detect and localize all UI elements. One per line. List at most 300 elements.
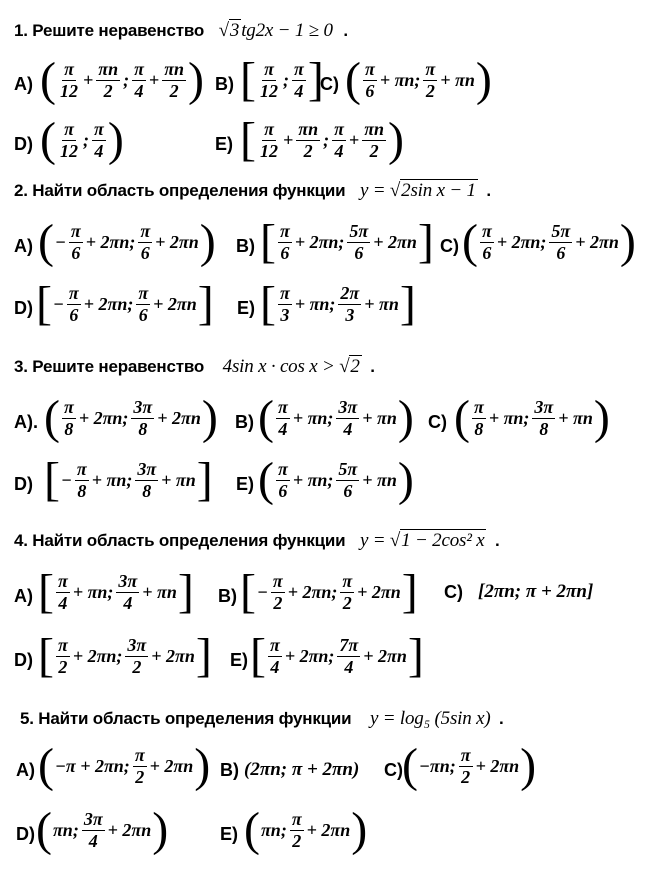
q2-answer-d[interactable]: [36, 277, 214, 330]
question-4-heading: [14, 530, 500, 552]
numerator: π: [64, 118, 74, 139]
denominator: 6: [556, 242, 566, 263]
numerator: π: [70, 220, 81, 241]
close-bracket: ): [397, 453, 414, 506]
numerator: 5π: [551, 220, 571, 241]
period: .: [370, 357, 375, 376]
answer-text: [2πn; π + 2πn]: [478, 581, 594, 602]
question-1-heading: [14, 20, 348, 42]
denominator: 2: [169, 80, 179, 101]
q5-answer-b[interactable]: [244, 759, 359, 781]
answer-expression: [256, 60, 308, 101]
denominator: 3: [280, 304, 290, 325]
close-bracket: ]: [196, 453, 213, 506]
expression-text: −πn;: [418, 755, 456, 776]
denominator: 6: [343, 480, 353, 501]
denominator: 4: [58, 592, 68, 613]
fraction: [336, 398, 359, 439]
close-bracket: ): [593, 391, 610, 444]
q3-answer-d[interactable]: [44, 453, 213, 506]
question-1-formula: [219, 20, 338, 41]
expression-text: −: [256, 581, 268, 602]
numerator: π: [279, 220, 290, 241]
open-bracket: (: [258, 391, 274, 444]
expression-text: −: [52, 293, 64, 314]
expression-text: + πn: [161, 469, 196, 490]
denominator: 8: [142, 480, 152, 501]
close-bracket: ): [619, 215, 636, 268]
numerator: π: [481, 220, 492, 241]
expression-text: πn;: [260, 819, 287, 840]
numerator: π: [76, 458, 87, 479]
numerator: π: [277, 458, 288, 479]
expression-text: + πn: [364, 293, 399, 314]
answer-expression: [274, 460, 398, 501]
expression-text: −: [54, 231, 66, 252]
answer-expression: [52, 810, 152, 851]
answer-expression: [256, 572, 402, 613]
fraction: [162, 60, 186, 101]
expression-text: + πn;: [488, 407, 530, 428]
expression-text: + 2πn: [107, 819, 152, 840]
expression-text: + 2πn: [475, 755, 520, 776]
radicand: 1 − 2cos² x: [401, 530, 485, 551]
denominator: 2: [342, 592, 352, 613]
expression-text: −π + 2πn;: [54, 755, 130, 776]
answer-expression: [266, 636, 408, 677]
q3-label-e: E): [236, 474, 254, 494]
fraction: [472, 398, 486, 439]
open-bracket: (: [244, 803, 260, 856]
expression-text: πn;: [52, 819, 79, 840]
open-bracket: (: [40, 53, 56, 106]
close-bracket: ]: [407, 629, 424, 682]
numerator: π: [293, 58, 304, 79]
numerator: πn: [98, 58, 119, 79]
expression-text: + πn: [142, 581, 177, 602]
answer-expression: [54, 222, 200, 263]
fraction: [56, 572, 70, 613]
close-bracket: ): [201, 391, 218, 444]
expression-text: + πn: [440, 69, 475, 90]
q1-answer-c[interactable]: [345, 53, 492, 106]
denominator: 4: [94, 140, 104, 161]
expression-text: + 2πn: [575, 231, 619, 252]
fraction: [292, 60, 306, 101]
expression-text: ;: [82, 129, 89, 150]
expression-text: + 2πn;: [496, 231, 547, 252]
answer-expression: [256, 120, 388, 161]
q4-answer-e[interactable]: [250, 629, 424, 682]
denominator: 2: [58, 656, 68, 677]
formula-tail: tg2x − 1 ≥ 0: [241, 20, 333, 41]
denominator: 8: [539, 418, 549, 439]
denominator: 2: [369, 140, 379, 161]
open-bracket: [: [260, 215, 276, 268]
numerator: π: [138, 282, 149, 303]
expression-text: + πn;: [379, 69, 421, 90]
close-bracket: ): [351, 803, 368, 856]
expression-text: + 2πn;: [85, 231, 136, 252]
fraction: [363, 60, 377, 101]
q3-label-b: B): [235, 412, 254, 432]
open-bracket: (: [454, 391, 470, 444]
numerator: 5π: [338, 458, 358, 479]
denominator: 2: [103, 80, 113, 101]
answer-expression: [54, 636, 196, 677]
close-bracket: ): [194, 739, 211, 792]
q2-answer-a[interactable]: [38, 215, 216, 268]
answer-expression: [274, 398, 398, 439]
fraction: [62, 398, 76, 439]
period: .: [498, 709, 504, 728]
numerator: π: [140, 220, 151, 241]
fraction: [423, 60, 437, 101]
numerator: π: [93, 118, 104, 139]
denominator: 6: [138, 304, 148, 325]
answer-expression: [276, 284, 400, 325]
numerator: π: [364, 58, 375, 79]
numerator: 5π: [349, 220, 369, 241]
radical-sign: √: [339, 356, 350, 377]
q5-answer-d[interactable]: [36, 803, 169, 856]
close-bracket: ): [152, 803, 169, 856]
fraction: [296, 120, 320, 161]
expression-text: ;: [282, 69, 289, 90]
expression-text: + πn;: [294, 293, 336, 314]
open-bracket: (: [36, 803, 52, 856]
close-bracket: ]: [417, 215, 434, 268]
denominator: 3: [345, 304, 355, 325]
fraction: [69, 222, 83, 263]
question-3-heading: [14, 356, 375, 378]
q3-answer-a[interactable]: [44, 391, 218, 444]
q1-answer-a[interactable]: [40, 53, 205, 106]
denominator: 6: [71, 242, 81, 263]
fraction: [278, 284, 292, 325]
q1-answer-e[interactable]: [240, 113, 405, 166]
q5-label-d: D): [16, 824, 35, 844]
answer-text: (2πn; π + 2πn): [244, 759, 360, 780]
fraction: [135, 460, 158, 501]
open-bracket: (: [38, 215, 54, 268]
open-bracket: [: [250, 629, 266, 682]
question-4-text: 4. Найти область определения функции: [14, 531, 346, 550]
expression-text: + πn: [558, 407, 593, 428]
denominator: 4: [334, 140, 344, 161]
answer-expression: [478, 222, 620, 263]
q4-label-d: D): [14, 650, 33, 670]
question-5-heading: [20, 708, 504, 730]
fraction: [290, 810, 304, 851]
answer-expression: [361, 60, 476, 101]
q1-label-d: D): [14, 134, 33, 154]
denominator: 4: [88, 830, 98, 851]
fraction: [132, 60, 146, 101]
fraction: [58, 60, 80, 101]
close-bracket: ): [107, 113, 124, 166]
q4-answer-a[interactable]: [38, 565, 194, 618]
fraction: [136, 284, 150, 325]
numerator: π: [279, 282, 290, 303]
numerator: 3π: [127, 634, 147, 655]
numerator: π: [334, 118, 344, 139]
expression-text: + πn;: [72, 581, 114, 602]
expression-text: + 2πn;: [287, 581, 338, 602]
denominator: 4: [344, 656, 354, 677]
q5-label-c: C): [384, 760, 403, 780]
answer-expression: [60, 460, 197, 501]
expression-text: +: [148, 69, 160, 90]
answer-expression: [56, 120, 108, 161]
numerator: 3π: [83, 808, 103, 829]
fraction: [258, 120, 280, 161]
expression-text: ;: [323, 129, 330, 150]
q1-answer-d[interactable]: [40, 113, 124, 166]
denominator: 6: [278, 480, 288, 501]
q2-answer-c[interactable]: [462, 215, 636, 268]
open-bracket: (: [258, 453, 274, 506]
answer-expression: [60, 398, 202, 439]
expression-text: + 2πn: [363, 645, 407, 666]
period: .: [495, 531, 500, 550]
fraction: [56, 636, 70, 677]
open-bracket: [: [38, 629, 54, 682]
open-bracket: (: [462, 215, 478, 268]
numerator: 3π: [338, 396, 358, 417]
fraction: [276, 460, 290, 501]
fraction: [75, 460, 89, 501]
q3-answer-c[interactable]: [454, 391, 610, 444]
open-bracket: (: [38, 739, 54, 792]
numerator: 3π: [118, 570, 138, 591]
expression-text: + 2πn: [149, 755, 194, 776]
q1-answer-b[interactable]: [240, 53, 324, 106]
numerator: π: [134, 744, 145, 765]
fraction: [549, 222, 572, 263]
expression-text: + 2πn: [153, 293, 197, 314]
open-bracket: [: [240, 565, 256, 618]
numerator: π: [57, 634, 68, 655]
q5-label-e: E): [220, 824, 238, 844]
q2-label-a: A): [14, 236, 33, 256]
numerator: π: [272, 570, 283, 591]
denominator: 8: [77, 480, 87, 501]
fraction: [82, 810, 105, 851]
close-bracket: ): [199, 215, 216, 268]
fraction: [347, 222, 370, 263]
close-bracket: ): [475, 53, 492, 106]
fraction: [258, 60, 280, 101]
numerator: πn: [298, 118, 319, 139]
question-5-formula: y = log₅ (5sin x): [369, 708, 491, 729]
denominator: 2: [292, 830, 302, 851]
expression-text: + 2πn;: [72, 645, 123, 666]
question-3-formula: [223, 356, 367, 377]
denominator: 4: [123, 592, 133, 613]
q2-label-d: D): [14, 298, 33, 318]
radical-sign: √: [218, 20, 229, 41]
fraction: [338, 284, 361, 325]
close-bracket: ]: [177, 565, 194, 618]
open-bracket: (: [40, 113, 56, 166]
denominator: 4: [294, 80, 304, 101]
fraction: [133, 746, 147, 787]
q5-answer-a[interactable]: [38, 739, 211, 792]
denominator: 2: [461, 766, 471, 787]
numerator: πn: [164, 58, 185, 79]
expression-text: + πn;: [292, 407, 334, 428]
expression-text: + πn;: [91, 469, 133, 490]
numerator: π: [277, 396, 288, 417]
fraction: [96, 60, 120, 101]
period: .: [343, 21, 348, 40]
fraction: [138, 222, 152, 263]
q3-answer-e[interactable]: [258, 453, 414, 506]
question-5-text: 5. Найти область определения функции: [20, 709, 352, 728]
fraction: [336, 460, 359, 501]
q1-label-c: C): [320, 74, 339, 94]
q3-label-c: C): [428, 412, 447, 432]
q3-label-d: D): [14, 474, 33, 494]
expression-text: +: [82, 69, 94, 90]
question-4-formula: [360, 530, 491, 551]
q5-answer-e[interactable]: [244, 803, 368, 856]
answer-expression: [470, 398, 594, 439]
numerator: 2π: [340, 282, 360, 303]
expression-text: + 2πn: [357, 581, 401, 602]
denominator: 6: [280, 242, 290, 263]
open-bracket: (: [44, 391, 60, 444]
fraction: [67, 284, 81, 325]
denominator: 12: [59, 80, 78, 101]
open-bracket: (: [402, 739, 418, 792]
expression-text: + 2πn: [151, 645, 195, 666]
answer-expression: [52, 284, 198, 325]
expression-text: + 2πn: [157, 407, 201, 428]
expression-text: + 2πn: [306, 819, 351, 840]
q5-answer-c[interactable]: [402, 739, 537, 792]
denominator: 6: [354, 242, 364, 263]
denominator: 4: [278, 418, 288, 439]
expression-text: +: [348, 129, 360, 150]
expression-text: + 2πn: [373, 231, 417, 252]
open-bracket: [: [260, 277, 276, 330]
expression-text: + 2πn;: [78, 407, 129, 428]
numerator: πn: [364, 118, 385, 139]
q2-answer-b[interactable]: [260, 215, 434, 268]
q1-label-b: B): [215, 74, 234, 94]
fraction: [58, 120, 80, 161]
q4-label-a: A): [14, 586, 33, 606]
denominator: 6: [365, 80, 375, 101]
close-bracket: ): [188, 53, 205, 106]
fraction: [116, 572, 139, 613]
numerator: π: [64, 58, 74, 79]
expression-text: + 2πn;: [294, 231, 345, 252]
denominator: 2: [273, 592, 283, 613]
answer-expression: [56, 60, 188, 101]
denominator: 2: [132, 656, 142, 677]
formula-text: y =: [359, 180, 390, 201]
expression-text: + 2πn;: [284, 645, 335, 666]
question-2-text: 2. Найти область определения функции: [14, 181, 346, 200]
period: .: [486, 181, 491, 200]
denominator: 8: [474, 418, 484, 439]
answer-expression: [276, 222, 418, 263]
denominator: 4: [343, 418, 353, 439]
q1-label-a: A): [14, 74, 33, 94]
q4-answer-d[interactable]: [38, 629, 212, 682]
question-2-formula: [360, 180, 482, 201]
fraction: [92, 120, 106, 161]
close-bracket: ): [397, 391, 414, 444]
q4-answer-c[interactable]: [478, 581, 593, 603]
denominator: 6: [482, 242, 492, 263]
formula-text: 4sin x · cos x >: [222, 356, 340, 377]
q2-label-b: B): [236, 236, 255, 256]
q5-label-b: B): [220, 760, 239, 780]
fraction: [125, 636, 148, 677]
expression-text: + 2πn: [155, 231, 199, 252]
numerator: π: [264, 58, 274, 79]
denominator: 4: [270, 656, 280, 677]
fraction: [340, 572, 354, 613]
fraction: [276, 398, 290, 439]
denominator: 6: [140, 242, 150, 263]
numerator: π: [473, 396, 484, 417]
numerator: π: [291, 808, 302, 829]
close-bracket: ): [388, 113, 405, 166]
denominator: 2: [303, 140, 313, 161]
denominator: 4: [134, 80, 144, 101]
fraction: [480, 222, 494, 263]
numerator: π: [460, 744, 471, 765]
formula-text: y =: [359, 530, 390, 551]
q4-label-c: C): [444, 582, 463, 602]
q4-answer-b[interactable]: [240, 565, 418, 618]
expression-text: + πn;: [292, 469, 334, 490]
numerator: 3π: [534, 396, 554, 417]
expression-text: + πn: [362, 407, 397, 428]
radicand: 3: [229, 20, 240, 41]
q2-answer-e[interactable]: [260, 277, 416, 330]
expression-text: +: [282, 129, 294, 150]
answer-expression: [54, 572, 178, 613]
radical-sign: √: [389, 530, 401, 551]
numerator: π: [269, 634, 280, 655]
q4-label-b: B): [218, 586, 237, 606]
q1-label-e: E): [215, 134, 233, 154]
fraction: [332, 120, 346, 161]
expression-text: −: [60, 469, 72, 490]
open-bracket: [: [240, 53, 256, 106]
fraction: [278, 222, 292, 263]
denominator: 8: [138, 418, 148, 439]
q3-answer-b[interactable]: [258, 391, 414, 444]
q5-label-a: A): [16, 760, 35, 780]
fraction: [532, 398, 555, 439]
numerator: π: [342, 570, 353, 591]
denominator: 8: [64, 418, 74, 439]
numerator: π: [57, 570, 68, 591]
numerator: 3π: [133, 396, 153, 417]
radical-sign: √: [389, 180, 401, 201]
fraction: [268, 636, 282, 677]
question-1-text: 1. Решите неравенство: [14, 21, 205, 40]
open-bracket: [: [36, 277, 52, 330]
numerator: π: [134, 58, 144, 79]
